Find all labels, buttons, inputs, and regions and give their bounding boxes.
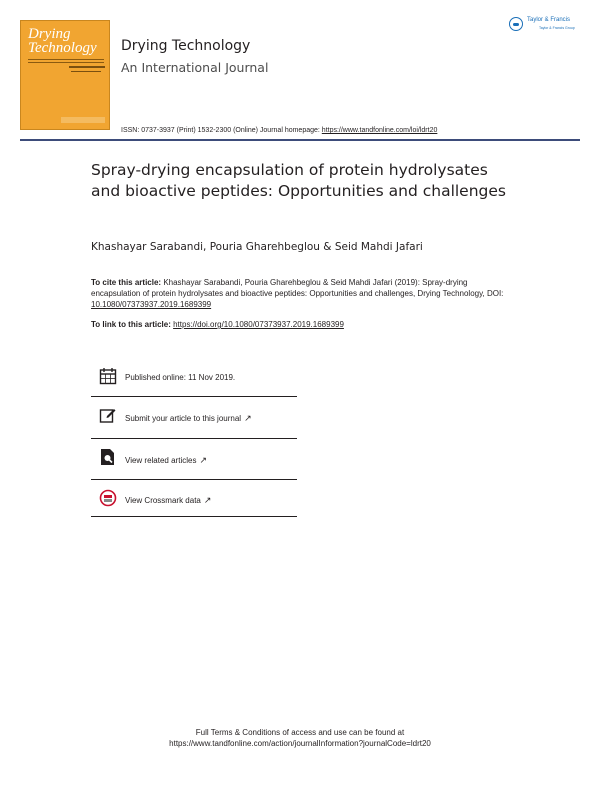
footer [0,727,600,749]
citation-doi-link[interactable]: 10.1080/07373937.2019.1689399 [91,300,212,309]
issn-line [121,127,437,134]
publisher-tagline: Taylor & Francis Group [539,26,575,30]
footer-terms-link[interactable]: https://www.tandfonline.com/action/journalInformation?journalCode=ldrt20 [169,739,431,748]
view-related-articles-link[interactable] [125,455,207,466]
view-crossmark-label: View Crossmark data [125,496,201,505]
cover-title-line2: Technology [28,40,97,56]
issn-text: ISSN: 0737-3937 (Print) 1532-2300 (Online) Journal homepage: [121,127,322,134]
submit-article-link[interactable] [125,413,252,424]
footer-terms-text: Full Terms & Conditions of access and use can be found at [195,728,405,737]
cover-band [61,117,105,123]
article-doi-link[interactable]: https://doi.org/10.1080/07373937.2019.1689399 [173,320,344,329]
article-authors: Khashayar Sarabandi, Pouria Gharehbeglou & Seid Mahdi Jafari [91,241,423,253]
cover-subtitle-mark [71,71,101,72]
citation-text: Khashayar Sarabandi, Pouria Gharehbeglou & Seid Mahdi Jafari (2019): Spray-drying encapsulation of protein hydrolysates and bioactive peptides: Opportunities and challenges, Drying Technology, DOI: [91,278,504,298]
published-online-text: Published online: 11 Nov 2019. [125,373,236,382]
journal-title: Drying Technology [121,38,251,54]
related-articles-icon [99,448,117,466]
article-title: Spray-drying encapsulation of protein hydrolysates and bioactive peptides: Opportunities and challenges [91,161,506,200]
cover-title-line1: Drying [28,26,71,42]
action-divider [91,438,297,439]
cover-subtitle-mark [69,66,105,68]
citation-label: To cite this article: [91,278,162,287]
cover-rule [28,59,104,60]
crossmark-icon [99,489,117,507]
journal-cover-image [20,20,110,130]
view-related-articles-label: View related articles [125,456,197,465]
publisher-name: Taylor & Francis [527,17,571,23]
external-link-icon: ↗ [244,413,252,423]
article-link-block [91,320,511,329]
view-crossmark-link[interactable] [125,495,211,506]
article-link-label: To link to this article: [91,320,174,329]
external-link-icon: ↗ [199,455,207,465]
submit-article-label: Submit your article to this journal [125,414,242,423]
header-divider [20,139,580,141]
action-divider [91,396,297,397]
action-divider [91,516,297,517]
action-divider [91,479,297,480]
cover-title [28,27,108,55]
journal-subtitle: An International Journal [121,60,269,75]
journal-homepage-link[interactable]: https://www.tandfonline.com/loi/ldrt20 [321,127,438,134]
publisher-logo-icon [509,17,523,31]
citation-block [91,277,511,310]
cover-rule [28,62,104,63]
edit-icon [99,406,117,424]
calendar-icon [99,367,117,385]
external-link-icon: ↗ [203,495,212,505]
publisher-logo[interactable] [509,16,585,36]
